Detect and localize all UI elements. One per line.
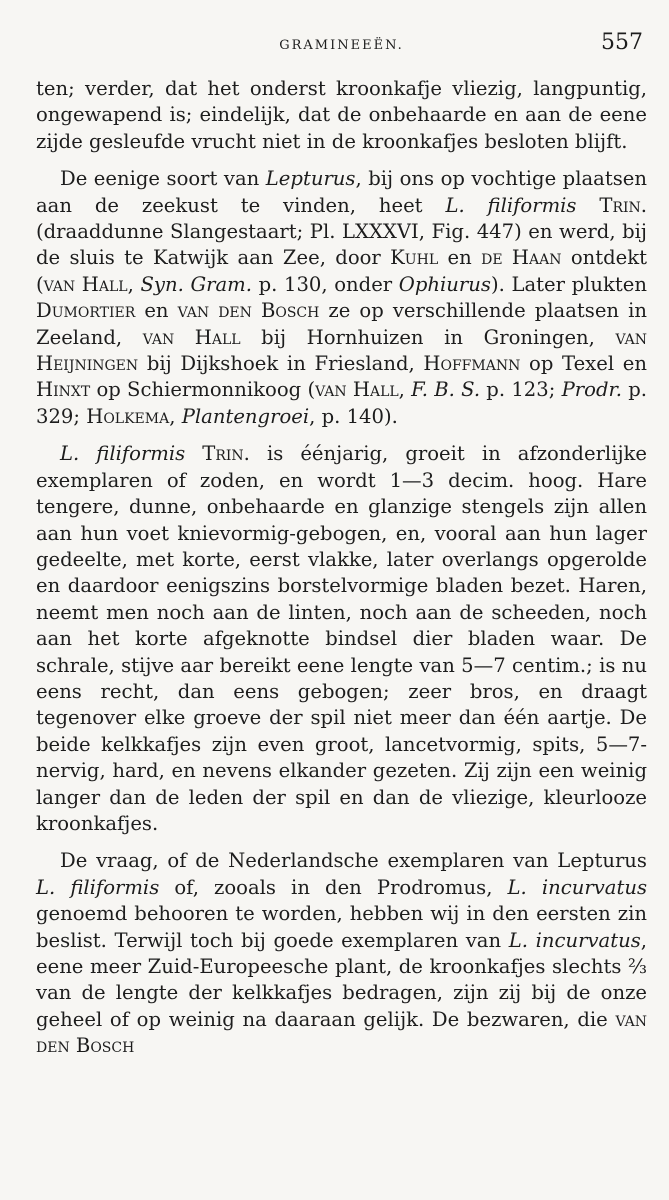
text-run: . (draaddunne Slangestaart; Pl. LXXXVI, Fig. 447) en werd, bij de sluis te Katwijk aan Zee, door: [36, 193, 647, 270]
text-run: bij Dijkshoek in Friesland,: [138, 352, 424, 376]
text-run: ,: [127, 272, 141, 296]
text-run: genoemd behooren te worden, hebben wij in den eersten zin beslist. Terwijl toch bij goede exemplaren van: [36, 902, 647, 952]
text-run: p. 329;: [36, 378, 647, 428]
paragraph: [36, 76, 647, 155]
italic-text: Plantengroei: [181, 404, 310, 428]
small-caps-name: Trin: [202, 442, 244, 466]
small-caps-name: van Hall: [142, 325, 241, 349]
text-run: [576, 194, 599, 217]
italic-text: L. filiformis: [60, 442, 186, 466]
text-run: ). Later plukten: [490, 272, 648, 296]
small-caps-name: de Haan: [481, 246, 562, 270]
text-run: De eenige soort van: [60, 167, 266, 191]
small-caps-name: Holkema: [86, 404, 170, 428]
small-caps-name: van Hall: [315, 378, 399, 402]
small-caps-name: Hinxt: [36, 378, 91, 402]
italic-text: Syn. Gram.: [140, 272, 252, 296]
small-caps-name: van Hall: [43, 272, 128, 296]
body-text: [36, 76, 647, 1060]
text-run: p. 123;: [480, 378, 562, 402]
text-run: op Texel en: [520, 352, 647, 376]
text-run: op Schiermonnikoog (: [90, 378, 316, 402]
text-run: ze op verschillende plaatsen in Zeeland,: [36, 299, 648, 349]
small-caps-name: Dumortier: [36, 299, 136, 323]
paragraph: [36, 166, 647, 430]
italic-text: L. incurvatus: [508, 928, 641, 952]
small-caps-name: van den Bosch: [36, 1007, 647, 1058]
italic-text: F. B. S.: [411, 378, 481, 402]
italic-text: L. filiformis: [445, 193, 577, 217]
italic-text: L. filiformis: [36, 875, 160, 899]
text-run: en: [135, 299, 178, 323]
italic-text: L. incurvatus: [507, 875, 647, 899]
text-run: De vraag, of de Nederlandsche exemplaren van Lepturus: [60, 849, 647, 873]
small-caps-name: Hoffmann: [423, 352, 521, 376]
text-run: . is éénjarig, groeit in afzonderlijke exemplaren of zoden, en wordt 1—3 decim. hoog. Hare tengere, dunne, onbehaarde en glanzige stengels zijn allen aan hun voet knievormig-gebogen, en, vooral aan hun lager gedeelte, met korte, eerst vlakke, later overlangs opgerolde en daardoor eenigszins borstelvormige bladen bezet. Haren, neemt men noch aan de linten, noch aan de scheeden, noch aan het korte afgeknotte bindsel dier bladen waar. De schrale, stijve aar bereikt eene lengte van 5—7 centim.; is nu eens recht, dan eens gebogen; zeer bros, en draagt tegenover elke groeve der spil niet meer dan één aartje. De beide kelkkafjes zijn even groot, lancetvormig, spits, 5—7-nervig, hard, en nevens elkander gezeten. Zij zijn een weinig langer dan de leden der spil en dan de vliezige, kleurlooze kroonkafjes.: [36, 442, 648, 835]
small-caps-name: van Heijningen: [36, 325, 647, 376]
text-run: en: [438, 246, 482, 270]
text-run: , p. 140).: [309, 404, 398, 428]
text-run: bij Hornhuizen in Groningen,: [240, 325, 616, 349]
small-caps-name: van den Bosch: [177, 299, 320, 323]
paragraph: [36, 441, 647, 837]
italic-text: Ophiurus: [398, 272, 491, 296]
page-header: [36, 30, 647, 66]
text-run: , eene meer Zuid-Europeesche plant, de kroonkafjes slechts ⅔ van de lengte der kelkkafjes bedragen, zijn zij bij de onze geheel of op weinig na daaraan gelijk. De bezwaren, die: [36, 928, 647, 1031]
text-run: ontdekt (: [36, 246, 648, 296]
italic-text: Prodr.: [561, 378, 622, 402]
small-caps-name: Trin: [599, 193, 641, 217]
text-run: of, zooals in den Prodromus,: [159, 875, 508, 899]
text-run: , bij ons op vochtige plaatsen aan de zeekust te vinden, heet: [36, 167, 647, 217]
italic-text: Lepturus: [265, 167, 356, 191]
page-number: 557: [601, 30, 643, 55]
running-head: GRAMINEEËN.: [279, 38, 404, 53]
text-run: ten; verder, dat het onderst kroonkafje vliezig, langpuntig, ongewapend is; eindelijk, dat de onbehaarde en aan de eene zijde gesleufde vrucht niet in de kroonkafjes besloten blijft.: [36, 77, 647, 153]
text-run: ,: [169, 404, 182, 428]
text-run: p. 130, onder: [251, 272, 399, 296]
paragraph: [36, 848, 647, 1059]
small-caps-name: Kuhl: [390, 246, 439, 270]
text-run: [185, 442, 202, 465]
text-run: ,: [398, 378, 412, 402]
